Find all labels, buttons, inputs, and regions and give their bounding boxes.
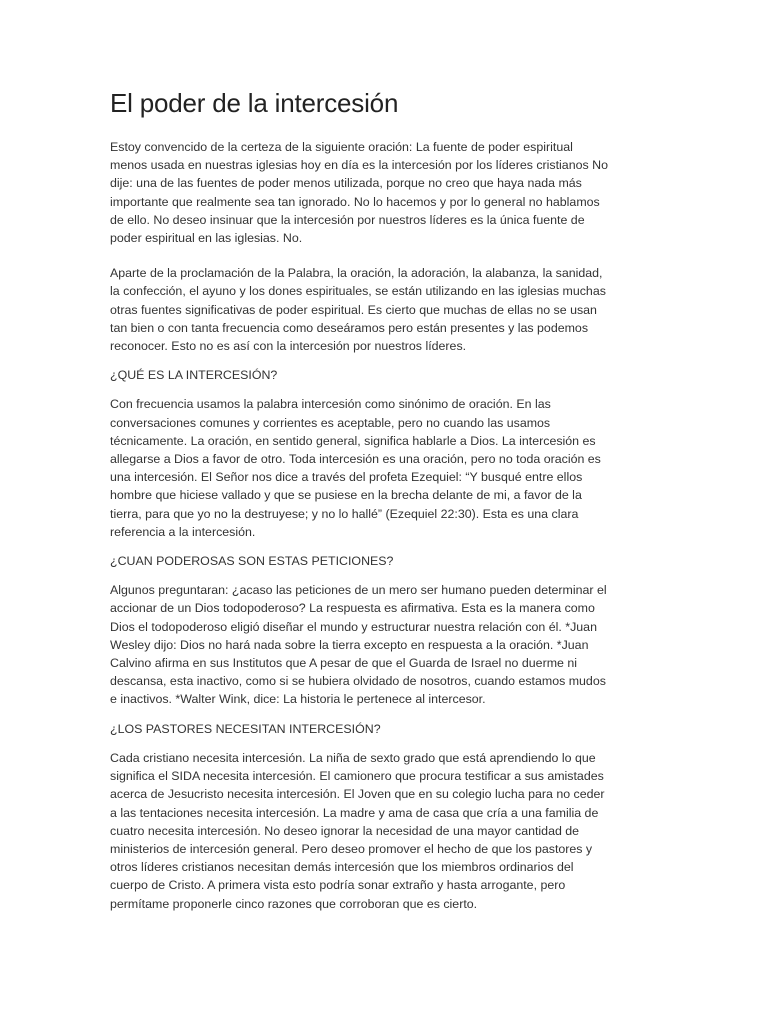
paragraph-sources: Aparte de la proclamación de la Palabra, la oración, la adoración, la alabanza, la sanidad, la confección, el ayuno y los dones espirituales, se están utilizando en las iglesias muchas otras fuentes significativas de poder espiritual. Es cierto que muchas de ellas no se usan tan bien o con tanta frecuencia como deseáramos pero están presentes y las podemos reconocer. Esto no es así con la intercesión por nuestros líderes.: [110, 266, 606, 354]
spacer: [110, 384, 658, 395]
spacer: [110, 570, 658, 581]
document-page: [110, 84, 658, 913]
spacer: [110, 709, 658, 720]
paragraph-power: Algunos preguntaran: ¿acaso las peticiones de un mero ser humano pueden determinar el accionar de un Dios todopoderoso? La respuesta es afirmativa. Esta es la manera como Dios el todopoderoso eligió diseñar el mundo y estructurar nuestra relación con él. *Juan Wesley dijo: Dios no hará nada sobre la tierra excepto en respuesta a la oración. *Juan Calvino afirma en sus Institutos que A pesar de que el Guarda de Israel no duerme ni descansa, esta inactivo, como si se hubiera olvidado de nosotros, cuando estamos mudos e inactivos. *Walter Wink, dice: La historia le pertenece al intercesor.: [110, 583, 607, 707]
section-heading-poderosas: ¿CUAN PODEROSAS SON ESTAS PETICIONES?: [110, 554, 394, 569]
spacer: [110, 355, 658, 366]
spacer: [110, 247, 658, 264]
page-title: El poder de la intercesión: [110, 88, 399, 118]
section-heading-pastores: ¿LOS PASTORES NECESITAN INTERCESIÓN?: [110, 721, 381, 736]
spacer: [110, 738, 658, 749]
section-heading-que-es: ¿QUÉ ES LA INTERCESIÓN?: [110, 368, 278, 383]
paragraph-definition: Con frecuencia usamos la palabra intercesión como sinónimo de oración. En las conversaciones comunes y corrientes es aceptable, pero no cuando las usamos técnicamente. La oración, en sentido general, significa hablarle a Dios. La intercesión es allegarse a Dios a favor de otro. Toda intercesión es una oración, pero no toda oración es una intercesión. El Señor nos dice a través del profeta Ezequiel: “Y busqué entre ellos hombre que hiciese vallado y que se pusiese en la brecha delante de mi, a favor de la tierra, para que yo no la destruyese; y no lo hallé” (Ezequiel 22:30). Esta es una clara referencia a la intercesión.: [110, 397, 601, 539]
paragraph-pastors: Cada cristiano necesita intercesión. La niña de sexto grado que está aprendiendo lo que significa el SIDA necesita intercesión. El camionero que procura testificar a sus amistades acerca de Jesucristo necesita intercesión. El Joven que en su colegio lucha para no ceder a las tentaciones necesita intercesión. La madre y ama de casa que cría a una familia de cuatro necesita intercesión. No deseo ignorar la necesidad de una mayor cantidad de ministerios de intercesión general. Pero deseo promover el hecho de que los pastores y otros líderes cristianos necesitan demás intercesión que los miembros ordinarios del cuerpo de Cristo. A primera vista esto podría sonar extraño y hasta arrogante, pero permítame proponerle cinco razones que corroboran que es cierto.: [110, 750, 605, 911]
paragraph-intro: Estoy convencido de la certeza de la siguiente oración: La fuente de poder espiritual menos usada en nuestras iglesias hoy en día es la intercesión por los líderes cristianos No dije: una de las fuentes de poder menos utilizada, porque no creo que haya nada más importante que realmente sea tan ignorado. No lo hacemos y por lo general no hablamos de ello. No deseo insinuar que la intercesión por nuestros líderes es la única fuente de poder espiritual en las iglesias. No.: [110, 140, 608, 246]
spacer: [110, 541, 658, 552]
